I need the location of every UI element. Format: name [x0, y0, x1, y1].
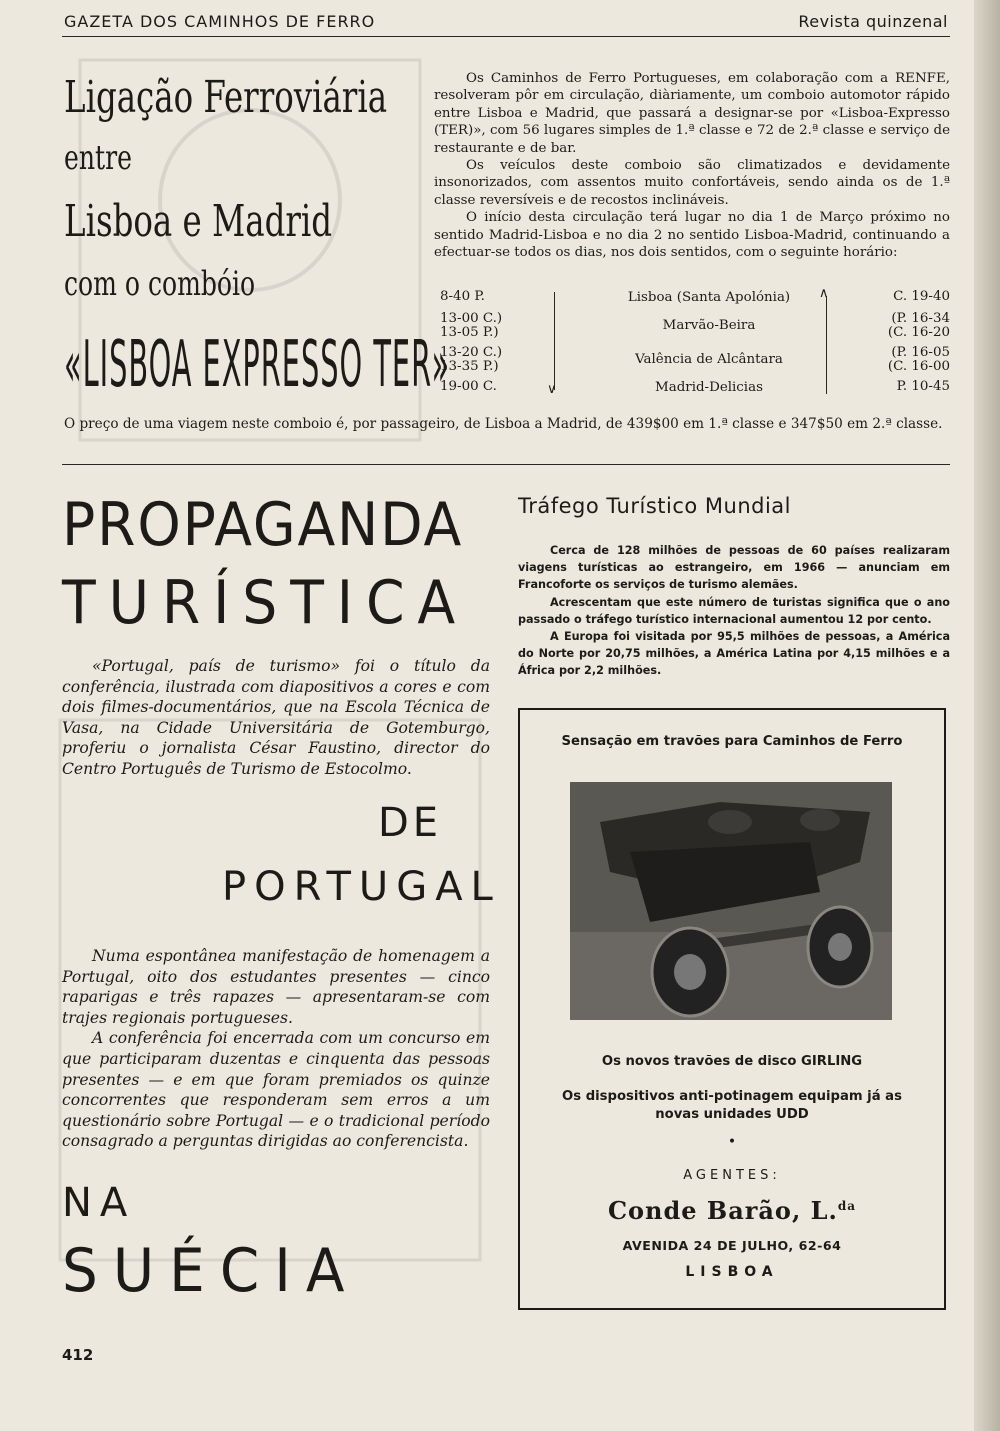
ad-company-name: Conde Barão, L.$^{da}$ — [607, 1196, 857, 1225]
trafego-body — [518, 542, 950, 680]
return-times: C. 19-40 — [893, 289, 950, 304]
price-note: O preço de uma viagem neste comboio é, por passageiro, de Lisboa a Madrid, de 439$00 em 1.ª classe e 347$50 em 2.ª classe. — [64, 416, 943, 432]
masthead-title: GAZETA DOS CAMINHOS DE FERRO — [64, 12, 376, 31]
masthead-subtitle: Revista quinzenal — [798, 12, 948, 31]
header-rule — [62, 36, 950, 37]
ad-caption: Os novos travões de disco GIRLING — [601, 1054, 863, 1069]
propaganda-title-line: SUÉCIA — [62, 1236, 360, 1306]
propaganda-title-line: NA — [62, 1180, 136, 1226]
article-paragraph: O início desta circulação terá lugar no dia 1 de Março próximo no sentido Madrid-Lisboa e no dia 2 no sentido Lisboa-Madrid, continuando a efectuar-se todos os dias, nos dois sentidos, com o seguinte horário: — [434, 210, 950, 261]
ad-caption-secondary: Os dispositivos anti-potinagem equipam já as novas unidades UDD — [562, 1089, 902, 1122]
bogie-illustration — [570, 782, 892, 1020]
article-paragraph: «Portugal, país de turismo» foi o título da conferência, ilustrada com diapositivos a cores e com dois filmes-documentários, que na Escola Técnica de Vasa, na Cidade Universitária de Gotemburgo, proferiu o jornalista César Faustino, director do Centro Português de Turismo de Estocolmo. — [62, 657, 490, 778]
ad-title: Sensação em travões para Caminhos de Ferro — [561, 734, 903, 749]
page-edge-shadow — [974, 0, 1000, 1431]
timetable-row — [434, 312, 950, 348]
propaganda-title-line: PORTUGAL — [222, 864, 501, 910]
headline-line-5: «LISBOA EXPRESSO TER» — [64, 328, 451, 402]
headline-line-1: Ligação Ferroviária — [64, 72, 388, 123]
bullet-icon: • — [727, 1134, 737, 1150]
ad-address: AVENIDA 24 DE JULHO, 62-64 — [622, 1238, 842, 1253]
station-name: Marvão-Beira — [662, 318, 756, 333]
timetable-row — [434, 346, 950, 382]
brake-bogie-photo — [570, 782, 892, 1020]
article-body — [434, 70, 950, 261]
propaganda-body-2 — [62, 946, 490, 1152]
headline-line-4: com o combóio — [64, 264, 256, 304]
arrow-up-icon: ∧ — [819, 286, 829, 301]
article-paragraph: Acrescentam que este número de turistas significa que o ano passado o tráfego turístico internacional aumentou 12 por cento. — [518, 595, 950, 626]
departure-times: 13-20 C.) 13-35 P.) — [440, 345, 503, 374]
trafego-title: Tráfego Turístico Mundial — [518, 494, 792, 518]
article-paragraph: Cerca de 128 milhões de pessoas de 60 países realizaram viagens turísticas ao estrangeiro, em 1966 — anunciam em Francoforte os serviços de turismo alemães. — [518, 544, 950, 592]
return-times: P. 10-45 — [896, 379, 950, 394]
departure-times: 8-40 P. — [440, 289, 485, 304]
propaganda-title-line: TURÍSTICA — [62, 568, 469, 638]
article-paragraph: Os veículos deste comboio são climatizados e devidamente insonorizados, com assentos muito confortáveis, sendo ainda os de 1.ª classe reversíveis e de recostos inclináveis. — [434, 158, 950, 208]
page-number: 412 — [62, 1346, 94, 1364]
section-rule — [62, 464, 950, 465]
arrow-down-icon: ∨ — [547, 382, 557, 397]
propaganda-title-line: PROPAGANDA — [62, 490, 464, 560]
return-times: (P. 16-05 (C. 16-00 — [887, 345, 950, 374]
article-paragraph: A conferência foi encerrada com um concurso em que participaram duzentas e cinquenta das pessoas presentes — e em que foram premiados os quinze concorrentes que responderam sem erros a um questionário sobre Portugal — e o tradicional período consagrado a perguntas dirigidas ao conferencista. — [62, 1029, 490, 1151]
propaganda-body-1 — [62, 656, 490, 780]
station-name: Madrid-Delicias — [655, 380, 763, 395]
station-name: Lisboa (Santa Apolónia) — [627, 290, 791, 305]
headline-line-3: Lisboa e Madrid — [64, 196, 333, 247]
station-name: Valência de Alcântara — [635, 352, 783, 367]
timetable-row — [434, 380, 950, 416]
return-times: (P. 16-34 (C. 16-20 — [887, 311, 950, 340]
ad-agents-label: AGENTES: — [683, 1168, 781, 1183]
article-paragraph: Os Caminhos de Ferro Portugueses, em colaboração com a RENFE, resolveram pôr em circulação, diàriamente, um comboio automotor rápido entre Lisboa e Madrid, que passará a designar-se por «Lisboa-Expresso (TER)», com 56 lugares simples de 1.ª classe e 72 de 2.ª classe e serviço de restaurante e de bar. — [434, 71, 950, 156]
departure-times: 19-00 C. — [440, 379, 497, 394]
ad-city: LISBOA — [685, 1264, 779, 1280]
article-paragraph: A Europa foi visitada por 95,5 milhões de pessoas, a América do Norte por 20,75 milhões, a América Latina por 4,15 milhões e a África por 2,2 milhões. — [518, 630, 950, 678]
headline-line-2: entre — [64, 138, 132, 178]
propaganda-title-line: DE — [378, 800, 443, 846]
article-paragraph: Numa espontânea manifestação de homenagem a Portugal, oito dos estudantes presentes — cinco raparigas e três rapazes — apresentaram-se com trajes regionais portugueses. — [62, 947, 490, 1027]
departure-times: 13-00 C.) 13-05 P.) — [440, 311, 503, 340]
